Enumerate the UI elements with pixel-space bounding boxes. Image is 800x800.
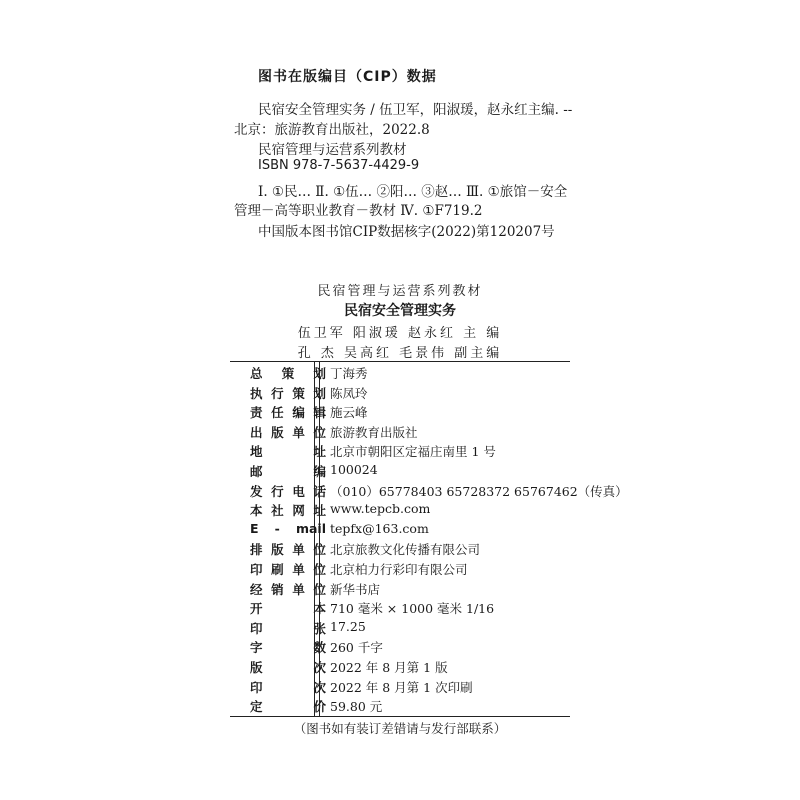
imprint-label: 定 价: [250, 699, 326, 715]
cip-line-title: 民宿安全管理实务 / 伍卫军，阳淑瑗，赵永红主编. --: [258, 102, 573, 118]
imprint-label: 出版单位: [250, 424, 326, 440]
imprint-row: [230, 362, 570, 382]
imprint-table: [230, 362, 628, 715]
imprint-row: [230, 401, 570, 421]
imprint-label: 印 张: [250, 620, 326, 636]
imprint-value: 旅游教育出版社: [330, 424, 418, 440]
imprint-row: [230, 382, 570, 402]
imprint-label: E - mail: [250, 520, 326, 536]
imprint-label: 发行电话: [250, 483, 326, 499]
imprint-row: [230, 676, 570, 696]
cip-heading: 图书在版编目（CIP）数据: [258, 69, 437, 85]
imprint-value: 陈凤玲: [330, 385, 368, 401]
imprint-label: 印 次: [250, 679, 326, 695]
imprint-row: [230, 578, 570, 598]
vice-editors: 孔 杰 吴高红 毛景伟 副主编: [297, 346, 503, 361]
imprint-label: 执行策划: [250, 385, 326, 401]
imprint-bottom-rule: [230, 716, 570, 717]
imprint-value: 260 千字: [330, 640, 383, 656]
imprint-value: （010）65778403 65728372 65767462（传真）: [330, 483, 628, 499]
imprint-row: [230, 656, 570, 676]
imprint-row: [230, 480, 628, 500]
imprint-value: 17.25: [330, 618, 366, 634]
imprint-value: 2022 年 8 月第 1 次印刷: [330, 679, 473, 695]
cip-line-publisher: 北京：旅游教育出版社，2022.8: [234, 122, 430, 138]
imprint-label: 地 址: [250, 444, 326, 460]
imprint-value: 北京旅教文化传播有限公司: [330, 542, 481, 558]
cip-line-record-number: 中国版本图书馆CIP数据核字(2022)第120207号: [258, 224, 555, 240]
imprint-label: 排版单位: [250, 542, 326, 558]
imprint-value: www.tepcb.com: [330, 501, 431, 517]
imprint-row: [230, 538, 570, 558]
imprint-row: [230, 440, 570, 460]
cip-line-series: 民宿管理与运营系列教材: [258, 142, 407, 158]
book-title: 民宿安全管理实务: [344, 303, 456, 319]
imprint-label: 版 次: [250, 659, 326, 675]
imprint-label: 本社网址: [250, 503, 326, 519]
imprint-row: [230, 519, 570, 539]
imprint-row: [230, 695, 570, 715]
imprint-label: 印刷单位: [250, 561, 326, 577]
chief-editors: 伍卫军 阳淑瑗 赵永红 主 编: [297, 326, 503, 341]
imprint-label: 开 本: [250, 601, 326, 617]
imprint-value: 100024: [330, 461, 378, 477]
imprint-value: 2022 年 8 月第 1 版: [330, 659, 448, 675]
imprint-value: 新华书店: [330, 581, 381, 597]
imprint-value: 59.80 元: [330, 699, 383, 715]
cip-block: [0, 0, 800, 260]
imprint-row: [230, 636, 570, 656]
imprint-row: [230, 597, 570, 617]
imprint-value: 北京市朝阳区定福庄南里 1 号: [330, 444, 496, 460]
imprint-row: [230, 558, 570, 578]
imprint-label: 总 策 划: [250, 366, 326, 381]
cip-line-classification-cont: 管理－高等职业教育－教材 Ⅳ. ①F719.2: [234, 203, 483, 219]
imprint-value: 北京柏力行彩印有限公司: [330, 561, 468, 577]
series-name: 民宿管理与运营系列教材: [317, 284, 483, 299]
imprint-value: 丁海秀: [330, 366, 368, 381]
imprint-label: 经销单位: [250, 581, 326, 597]
imprint-row: [230, 460, 570, 480]
imprint-label: 责任编辑: [250, 405, 326, 421]
imprint-row: [230, 421, 570, 441]
footer-note: （图书如有装订差错请与发行部联系）: [293, 721, 507, 736]
imprint-label: 邮 编: [250, 463, 326, 479]
cip-line-isbn: ISBN 978-7-5637-4429-9: [258, 158, 420, 173]
imprint-value: 710 毫米 × 1000 毫米 1/16: [330, 601, 495, 617]
cip-line-classification: Ⅰ. ①民… Ⅱ. ①伍… ②阳… ③赵… Ⅲ. ①旅馆－安全: [258, 184, 568, 200]
imprint-value: 施云峰: [330, 405, 368, 421]
imprint-label: 字 数: [250, 640, 326, 656]
imprint-row: [230, 617, 570, 637]
imprint-value: tepfx@163.com: [330, 520, 429, 536]
imprint-row: [230, 499, 570, 519]
